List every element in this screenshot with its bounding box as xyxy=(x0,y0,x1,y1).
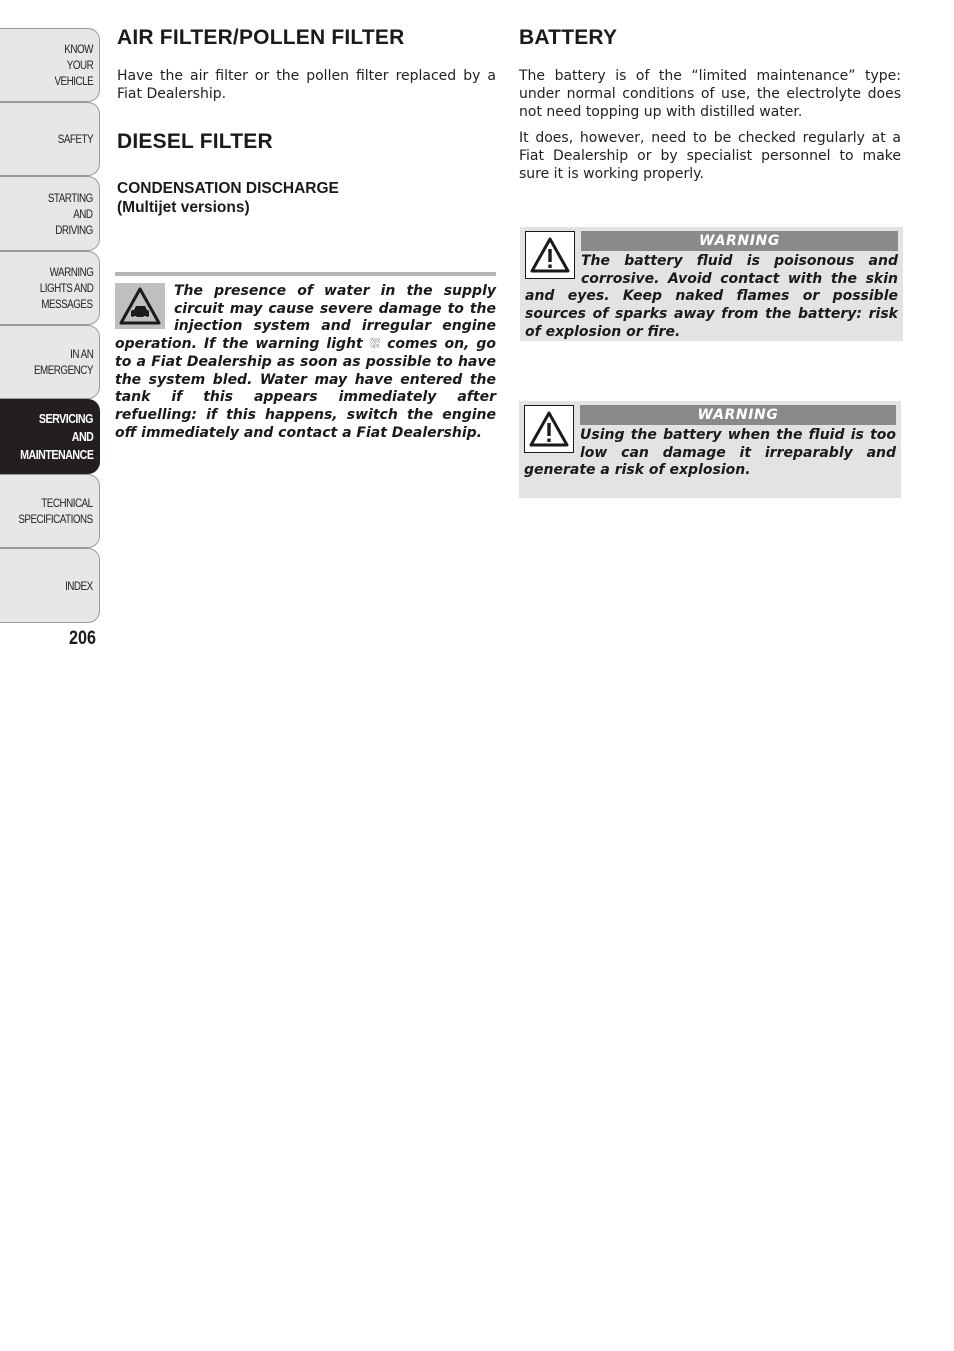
condensation-title-line2: (Multijet versions) xyxy=(117,199,250,216)
tab-label: SAFETY xyxy=(57,132,93,146)
condensation-title-line1: CONDENSATION DISCHARGE xyxy=(117,180,339,197)
air-filter-text: Have the air filter or the pollen filter replaced by a Fiat Dealership. xyxy=(117,68,496,102)
tab-label: YOUR xyxy=(66,58,93,72)
tab-label: SPECIFICATIONS xyxy=(18,512,93,526)
tab-know-your-vehicle[interactable] xyxy=(0,28,100,102)
tab-label: AND xyxy=(71,428,93,444)
tab-index[interactable] xyxy=(0,548,100,623)
caution-text-part2: comes on, go to a Fiat Dealership as soon as possible to have the system bled. Water may have entered the tank if this appears immediately after refuelling: if this happens, switch the engine off immediately and contact a Fiat Dealership. xyxy=(115,336,497,441)
diesel-filter-heading: DIESEL FILTER xyxy=(117,130,273,153)
tab-label: LIGHTS AND xyxy=(39,281,93,295)
air-filter-heading: AIR FILTER/POLLEN FILTER xyxy=(117,26,405,49)
tab-label: EMERGENCY xyxy=(33,363,93,377)
tab-label: DRIVING xyxy=(55,222,93,237)
tab-label: STARTING xyxy=(48,190,93,205)
battery-paragraph-2: It does, however, need to be checked regularly at a Fiat Dealership or by specialist personnel to make sure it is working properly. xyxy=(519,130,901,182)
warning-triangle-icon xyxy=(525,231,575,279)
tab-safety[interactable] xyxy=(0,102,100,176)
tab-starting-and-driving[interactable] xyxy=(0,176,100,251)
battery-paragraph-1: The battery is of the “limited maintenance” type: under normal conditions of use, the electrolyte does not need topping up with distilled water. xyxy=(519,68,901,120)
warning-label: WARNING xyxy=(581,231,898,251)
tab-label: IN AN xyxy=(69,347,93,361)
tab-label: KNOW xyxy=(64,42,93,56)
battery-heading: BATTERY xyxy=(519,26,618,49)
caution-text-part1: The presence of water in the supply circuit may cause severe damage to the injection system and irregular engine operation. If the warning light xyxy=(115,283,496,353)
tab-technical-specifications[interactable] xyxy=(0,474,100,548)
tab-label: MAINTENANCE xyxy=(19,446,93,462)
warning-triangle-icon xyxy=(524,405,574,453)
water-in-fuel-caution-text xyxy=(115,283,496,442)
tab-label: AND xyxy=(73,206,93,221)
tab-warning-lights-and-messages[interactable] xyxy=(0,251,100,325)
warning-box-battery-fluid xyxy=(520,227,903,341)
tab-label: WARNING xyxy=(49,265,93,279)
tab-label: INDEX xyxy=(65,578,93,593)
tab-label: SERVICING xyxy=(38,410,93,426)
warning-label: WARNING xyxy=(580,405,896,425)
tab-label: TECHNICAL xyxy=(41,496,93,510)
fuel-water-warning-light-icon: ⛆ xyxy=(369,337,381,353)
warning-box-low-fluid xyxy=(519,401,901,498)
tab-servicing-and-maintenance[interactable] xyxy=(0,399,100,474)
warning-text: Using the battery when the fluid is too low can damage it irreparably and generate a risk of explosion. xyxy=(524,427,896,479)
page-number: 206 xyxy=(69,628,96,649)
tab-label: MESSAGES xyxy=(41,297,93,311)
condensation-discharge-heading xyxy=(117,179,339,217)
tab-in-an-emergency[interactable] xyxy=(0,325,100,399)
section-divider xyxy=(115,272,496,276)
warning-text: The battery fluid is poisonous and corrosive. Avoid contact with the skin and eyes. Keep naked flames or possible sources of sparks away from the battery: risk of explosion or fire. xyxy=(525,253,898,340)
tab-label: VEHICLE xyxy=(54,74,93,88)
